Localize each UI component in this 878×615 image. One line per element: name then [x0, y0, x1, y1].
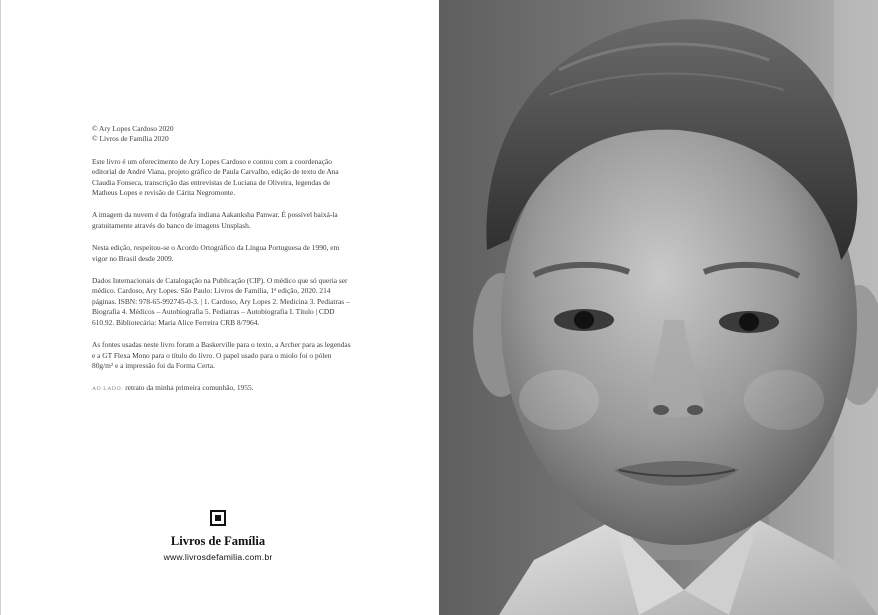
- publisher-logo: [151, 510, 285, 562]
- copyright-publisher: © Livros de Família 2020: [92, 134, 169, 144]
- image-credit-paragraph: A imagem da nuvem é da fotógrafa indiana Aakanksha Panwar. É possível baixá-la gratuitamente através do banco de imagens Unsplash.: [92, 210, 338, 230]
- photo-caption: [92, 383, 354, 394]
- copyright-author: © Ary Lopes Cardoso 2020: [92, 124, 174, 133]
- orthography-paragraph: Nesta edição, respeitou-se o Acordo Ortográfico da Língua Portuguesa de 1990, em vigor no Brasil desde 2009.: [92, 243, 340, 263]
- fonts-paragraph: As fontes usadas neste livro foram a Baskerville para o texto, a Archer para as legendas e a GT Flexa Mono para o título do livro. O papel usado para o miolo foi o pólen 80g/m² e a impressão foi da Forma Certa.: [92, 340, 351, 370]
- colophon-text: [92, 124, 354, 407]
- publisher-url: www.livrosdefamilia.com.br: [163, 552, 273, 562]
- portrait-page: [439, 0, 878, 615]
- boy-portrait-photo: [439, 0, 878, 615]
- publisher-logo-icon: [210, 510, 226, 526]
- cip-paragraph: Dados Internacionais de Catalogação na Publicação (CIP). O médico que só queria ser médico. Cardoso, Ary Lopes. São Paulo: Livros de Família, 1ª edição, 2020. 214 páginas. ISBN: 978-65-992745-0-3. | 1. Cardoso, Ary Lopes 2. Medicina 3. Pediatras – Biografia 4. Médicos – Autobiografia 5. Pediatras – Autobiografia I. Título | CDD 610.92. Bibliotecária: Maria Alice Ferreira CRB 8/7964.: [92, 276, 350, 327]
- publisher-name: Livros de Família: [170, 534, 266, 548]
- caption-text: retrato da minha primeira comunhão, 1955.: [123, 383, 254, 393]
- caption-label: AO LADO:: [92, 386, 124, 393]
- credits-paragraph: Este livro é um oferecimento de Ary Lopes Cardoso e contou com a coordenação editorial de André Viana, projeto gráfico de Paula Carvalho, edição de texto de Ana Claudia Fonseca, transcrição das entrevistas de Luciana de Oliveira, legendas de Matheus Lopes e revisão de Cárita Negromonte.: [92, 156, 339, 198]
